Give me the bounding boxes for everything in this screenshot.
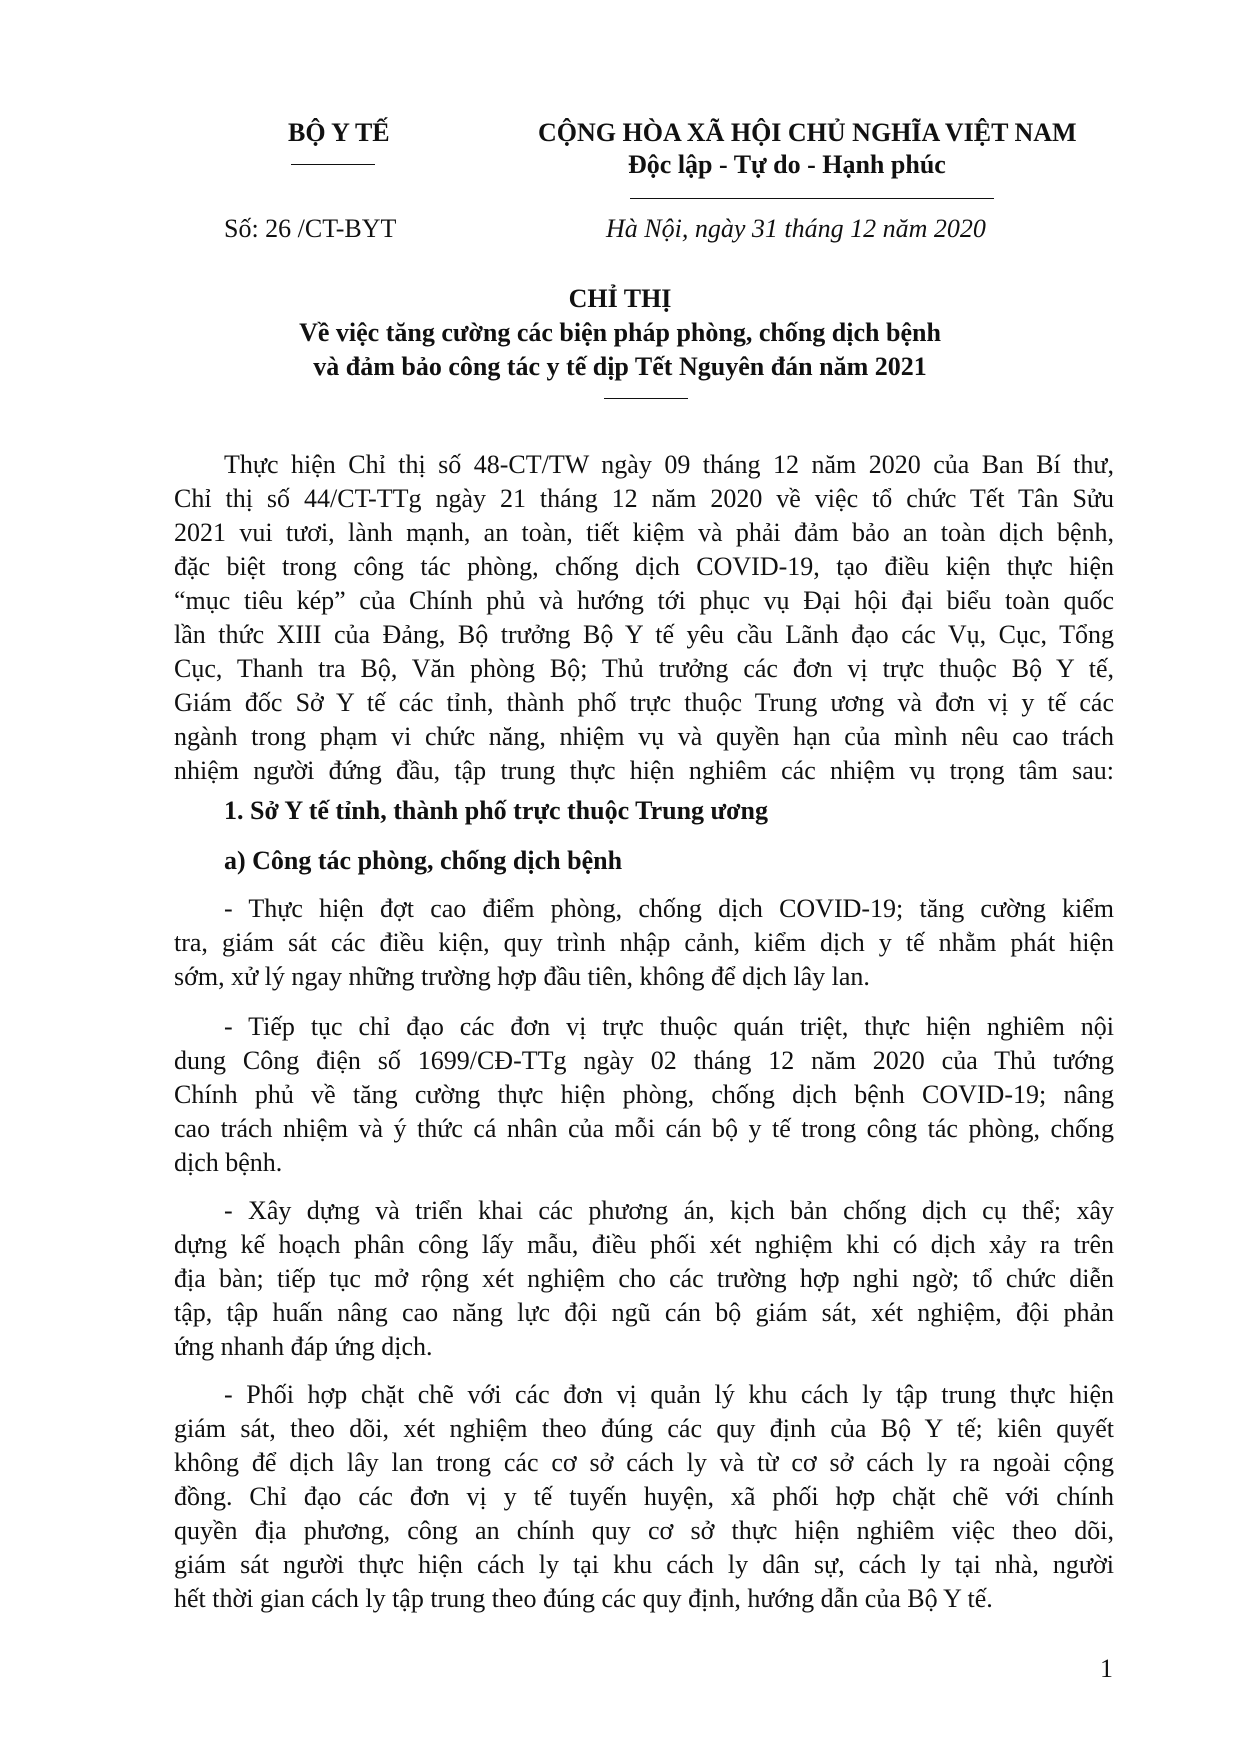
intro-line: Cục, Thanh tra Bộ, Văn phòng Bộ; Thủ trưởng các đơn vị trực thuộc Bộ Y tế,: [174, 654, 1114, 683]
paragraph-line: đồng. Chỉ đạo các đơn vị y tế tuyến huyện, xã phối hợp chặt chẽ với chính: [174, 1482, 1114, 1511]
paragraph-line: tập, tập huấn nâng cao năng lực đội ngũ cán bộ giám sát, xét nghiệm, đội phản: [174, 1298, 1114, 1327]
subject-line-2: và đảm bảo công tác y tế dịp Tết Nguyên đán năm 2021: [313, 352, 927, 381]
paragraph-line: giám sát, theo dõi, xét nghiệm theo đúng các quy định của Bộ Y tế; kiên quyết: [174, 1414, 1114, 1443]
subject-line-1: Về việc tăng cường các biện pháp phòng, chống dịch bệnh: [299, 318, 941, 347]
paragraph-line: - Thực hiện đợt cao điểm phòng, chống dịch COVID-19; tăng cường kiểm: [224, 894, 1114, 923]
paragraph-line: địa bàn; tiếp tục mở rộng xét nghiệm cho các trường hợp nghi ngờ; tổ chức diễn: [174, 1264, 1114, 1293]
intro-line: Giám đốc Sở Y tế các tỉnh, thành phố trực thuộc Trung ương và đơn vị y tế các: [174, 688, 1114, 717]
intro-line: lần thức XIII của Đảng, Bộ trưởng Bộ Y tế yêu cầu Lãnh đạo các Vụ, Cục, Tổng: [174, 620, 1114, 649]
section-heading: 1. Sở Y tế tỉnh, thành phố trực thuộc Trung ương: [224, 796, 768, 825]
paragraph-line: - Phối hợp chặt chẽ với các đơn vị quản lý khu cách ly tập trung thực hiện: [224, 1380, 1114, 1409]
paragraph-line: hết thời gian cách ly tập trung theo đúng các quy định, hướng dẫn của Bộ Y tế.: [174, 1584, 993, 1613]
subsection-heading: a) Công tác phòng, chống dịch bệnh: [224, 846, 623, 875]
motto-underline: [630, 198, 994, 199]
place-and-date: Hà Nội, ngày 31 tháng 12 năm 2020: [606, 214, 986, 243]
document-type: CHỈ THỊ: [568, 284, 672, 313]
national-title: CỘNG HÒA XÃ HỘI CHỦ NGHĨA VIỆT NAM: [538, 118, 1077, 147]
paragraph-line: giám sát người thực hiện cách ly tại khu cách ly dân sự, cách ly tại nhà, người: [174, 1550, 1114, 1579]
paragraph-line: tra, giám sát các điều kiện, quy trình nhập cảnh, kiểm dịch y tế nhằm phát hiện: [174, 928, 1114, 957]
paragraph-line: dung Công điện số 1699/CĐ-TTg ngày 02 tháng 12 năm 2020 của Thủ tướng: [174, 1046, 1114, 1075]
paragraph-line: sớm, xử lý ngay những trường hợp đầu tiên, không để dịch lây lan.: [174, 962, 870, 991]
document-number: Số: 26 /CT-BYT: [224, 214, 397, 243]
paragraph-line: dựng kế hoạch phân công lấy mẫu, điều phối xét nghiệm khi có dịch xảy ra trên: [174, 1230, 1114, 1259]
title-underline: [604, 398, 688, 399]
intro-line: ngành trong phạm vi chức năng, nhiệm vụ và quyền hạn của mình nêu cao trách: [174, 722, 1114, 751]
intro-line: Thực hiện Chỉ thị số 48-CT/TW ngày 09 tháng 12 năm 2020 của Ban Bí thư,: [224, 450, 1114, 479]
intro-line: 2021 vui tươi, lành mạnh, an toàn, tiết kiệm và phải đảm bảo an toàn dịch bệnh,: [174, 518, 1114, 547]
intro-line: đặc biệt trong công tác phòng, chống dịch COVID-19, tạo điều kiện thực hiện: [174, 552, 1114, 581]
national-motto: Độc lập - Tự do - Hạnh phúc: [628, 150, 946, 179]
paragraph-line: cao trách nhiệm và ý thức cá nhân của mỗi cán bộ y tế trong công tác phòng, chống: [174, 1114, 1114, 1143]
paragraph-line: - Tiếp tục chỉ đạo các đơn vị trực thuộc quán triệt, thực hiện nghiêm nội: [224, 1012, 1114, 1041]
paragraph-line: không để dịch lây lan trong các cơ sở cách ly và từ cơ sở cách ly ra ngoài cộng: [174, 1448, 1114, 1477]
intro-line: “mục tiêu kép” của Chính phủ và hướng tới phục vụ Đại hội đại biểu toàn quốc: [174, 586, 1114, 615]
agency-underline: [291, 164, 375, 165]
paragraph-line: dịch bệnh.: [174, 1148, 283, 1177]
paragraph-line: - Xây dựng và triển khai các phương án, kịch bản chống dịch cụ thể; xây: [224, 1196, 1114, 1225]
paragraph-line: quyền địa phương, công an chính quy cơ sở thực hiện nghiêm việc theo dõi,: [174, 1516, 1114, 1545]
paragraph-line: ứng nhanh đáp ứng dịch.: [174, 1332, 433, 1361]
intro-line: Chỉ thị số 44/CT-TTg ngày 21 tháng 12 năm 2020 về việc tổ chức Tết Tân Sửu: [174, 484, 1114, 513]
paragraph-line: Chính phủ về tăng cường thực hiện phòng, chống dịch bệnh COVID-19; nâng: [174, 1080, 1114, 1109]
page-number: 1: [1100, 1654, 1113, 1683]
issuing-agency: BỘ Y TẾ: [288, 118, 390, 147]
intro-line: nhiệm người đứng đầu, tập trung thực hiện nghiêm các nhiệm vụ trọng tâm sau:: [174, 756, 1114, 785]
